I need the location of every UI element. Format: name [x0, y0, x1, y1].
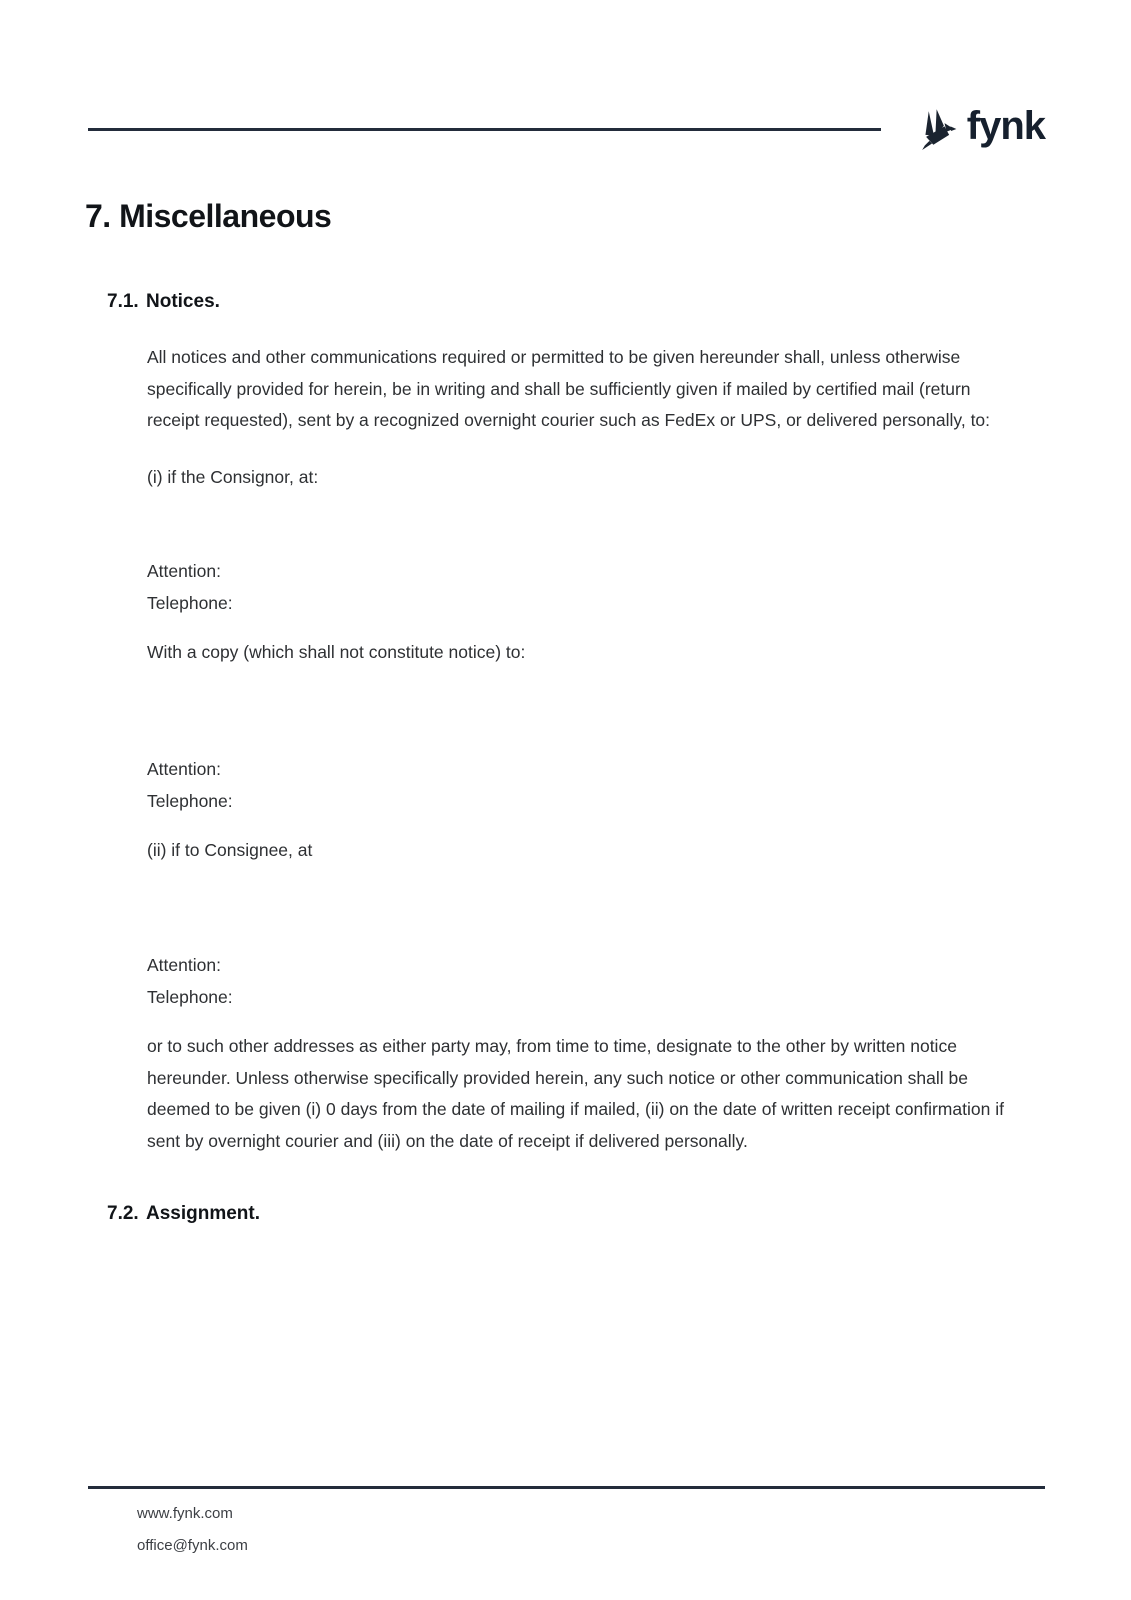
address-block: [147, 753, 1010, 817]
section-title: Assignment.: [146, 1203, 261, 1224]
address-block: [147, 555, 1010, 619]
document-title: 7. Miscellaneous: [85, 198, 332, 234]
section-heading-notices: [107, 290, 1010, 313]
section-body-notices: [147, 342, 1010, 1157]
section-number: 7.2.: [107, 1203, 139, 1224]
footer-divider: [88, 1486, 1045, 1489]
section-title: Notices.: [146, 291, 220, 312]
page-footer: [88, 1486, 1045, 1562]
consignor-line: (i) if the Consignor, at:: [147, 466, 319, 487]
telephone-label: Telephone:: [147, 790, 233, 811]
brand-name: fynk: [966, 104, 1045, 148]
notices-closing-paragraph: or to such other addresses as either party may, from time to time, designate to the other by written notice hereunder. Unless otherwise specifically provided herein, any such notice or other communication shall be deemed to be given (i) 0 days from the date of mailing if mailed, (ii) on the date of written receipt confirmation if sent by overnight courier and (iii) on the date of receipt if delivered personally.: [147, 1036, 1004, 1151]
attention-label: Attention:: [147, 561, 221, 581]
footer-contact: [137, 1498, 1045, 1562]
copy-notice-line: With a copy (which shall not constitute notice) to:: [147, 642, 526, 662]
footer-email: office@fynk.com: [137, 1537, 248, 1554]
telephone-label: Telephone:: [147, 593, 233, 613]
telephone-label: Telephone:: [147, 987, 233, 1007]
section-heading-assignment: [107, 1202, 1010, 1225]
attention-label: Attention:: [147, 955, 221, 975]
section-number: 7.1.: [107, 291, 139, 312]
consignee-line: (ii) if to Consignee, at: [147, 839, 313, 860]
footer-website: www.fynk.com: [137, 1505, 233, 1522]
attention-label: Attention:: [147, 758, 221, 779]
address-block: [147, 949, 1010, 1013]
notices-intro-paragraph: All notices and other communications required or permitted to be given hereunder shall, unless otherwise specifically provided for herein, be in writing and shall be sufficiently given if mailed by certified mail (return receipt requested), sent by a recognized overnight courier such as FedEx or UPS, or delivered personally, to:: [147, 347, 991, 430]
